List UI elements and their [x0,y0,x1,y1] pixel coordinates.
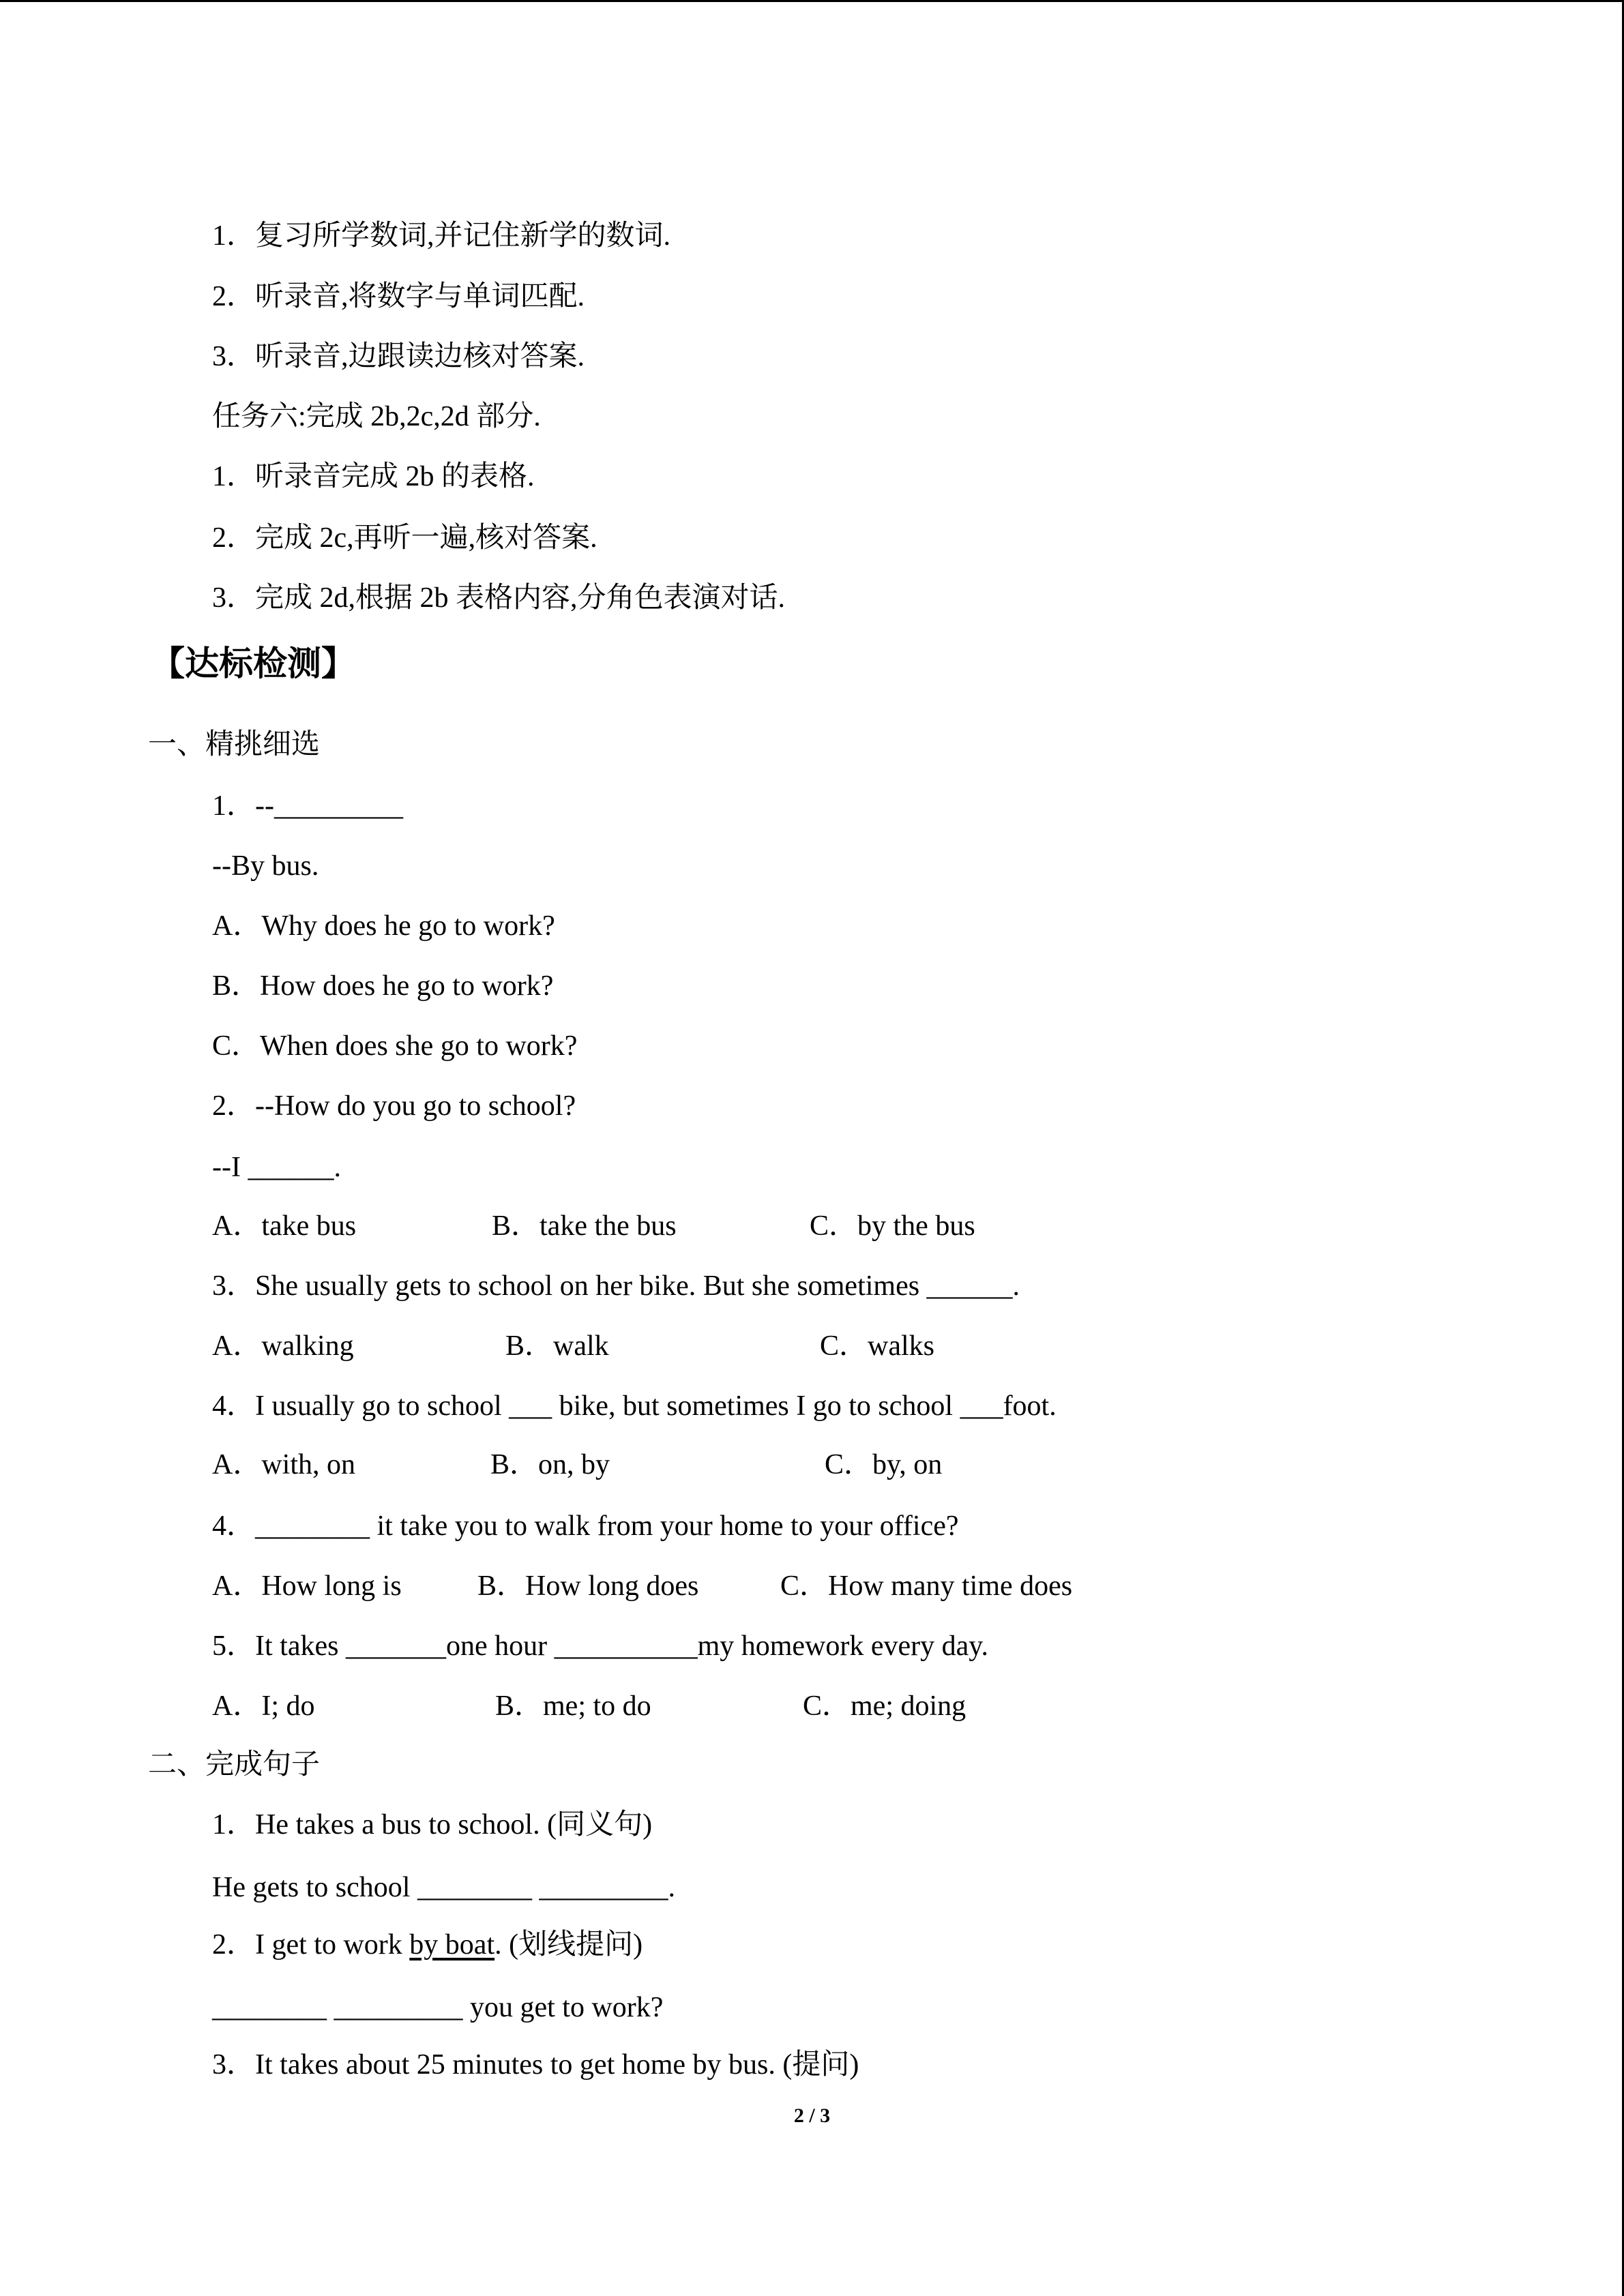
underlined-phrase: by boat [409,1929,495,1960]
question-stem: 3．She usually gets to school on her bike. But she sometimes ______. [212,1270,1020,1302]
answer-option: B．me; to do [495,1690,651,1722]
answer-line: He gets to school ________ _________. [212,1872,675,1903]
question-stem: --By bus. [212,850,319,882]
page-number: 2 / 3 [793,2104,831,2127]
answer-option: B．walk [505,1330,609,1362]
answer-option: C．How many time does [780,1570,1073,1602]
answer-option: B．on, by [490,1449,610,1480]
answer-option: A．I; do [212,1690,315,1722]
question-stem: 5．It takes _______one hour __________my homework every day. [212,1630,989,1662]
sentence-prompt [212,1926,643,1964]
task6-title: 任务六:完成 2b,2c,2d 部分. [212,401,541,432]
answer-option: B．How does he go to work? [212,970,554,1002]
sentence-prompt: 1．He takes a bus to school. (同义句) [212,1809,653,1840]
question-stem: 4．I usually go to school ___ bike, but sometimes I go to school ___foot. [212,1390,1057,1422]
part2-title: 二、完成句子 [148,1749,321,1780]
task-step: 3．听录音,边跟读边核对答案. [212,341,585,372]
part1-title: 一、精挑细选 [148,729,321,760]
answer-option: C．me; doing [803,1690,966,1722]
answer-option: A．How long is [212,1570,402,1602]
answer-option: A．take bus [212,1210,357,1242]
answer-option: A．with, on [212,1449,356,1480]
answer-option: A．walking [212,1330,354,1362]
task6-step: 2．完成 2c,再听一遍,核对答案. [212,522,597,554]
answer-option: B．take the bus [492,1210,677,1242]
answer-option: C．by, on [825,1449,943,1480]
section-heading: 【达标检测】 [151,644,355,683]
task-step: 2．听录音,将数字与单词匹配. [212,281,585,312]
prompt-text: 2．I get to work [212,1929,410,1960]
task6-step: 1．听录音完成 2b 的表格. [212,461,535,492]
sentence-prompt: 3．It takes about 25 minutes to get home by bus. (提问) [212,2049,859,2081]
prompt-text: . (划线提问) [494,1929,643,1960]
question-stem: --I ______. [212,1152,341,1183]
answer-option: A．Why does he go to work? [212,910,555,942]
answer-option: C．by the bus [810,1210,975,1242]
answer-line: ________ _________ you get to work? [212,1992,664,2023]
task6-step: 3．完成 2d,根据 2b 表格内容,分角色表演对话. [212,582,786,614]
task-step: 1．复习所学数词,并记住新学的数词. [212,220,671,252]
answer-option: B．How long does [477,1570,699,1602]
answer-option: C．When does she go to work? [212,1030,578,1062]
question-stem: 2．--How do you go to school? [212,1090,576,1122]
question-stem: 4．________ it take you to walk from your home to your office? [212,1510,959,1542]
question-stem: 1．--_________ [212,790,403,822]
answer-option: C．walks [820,1330,935,1362]
